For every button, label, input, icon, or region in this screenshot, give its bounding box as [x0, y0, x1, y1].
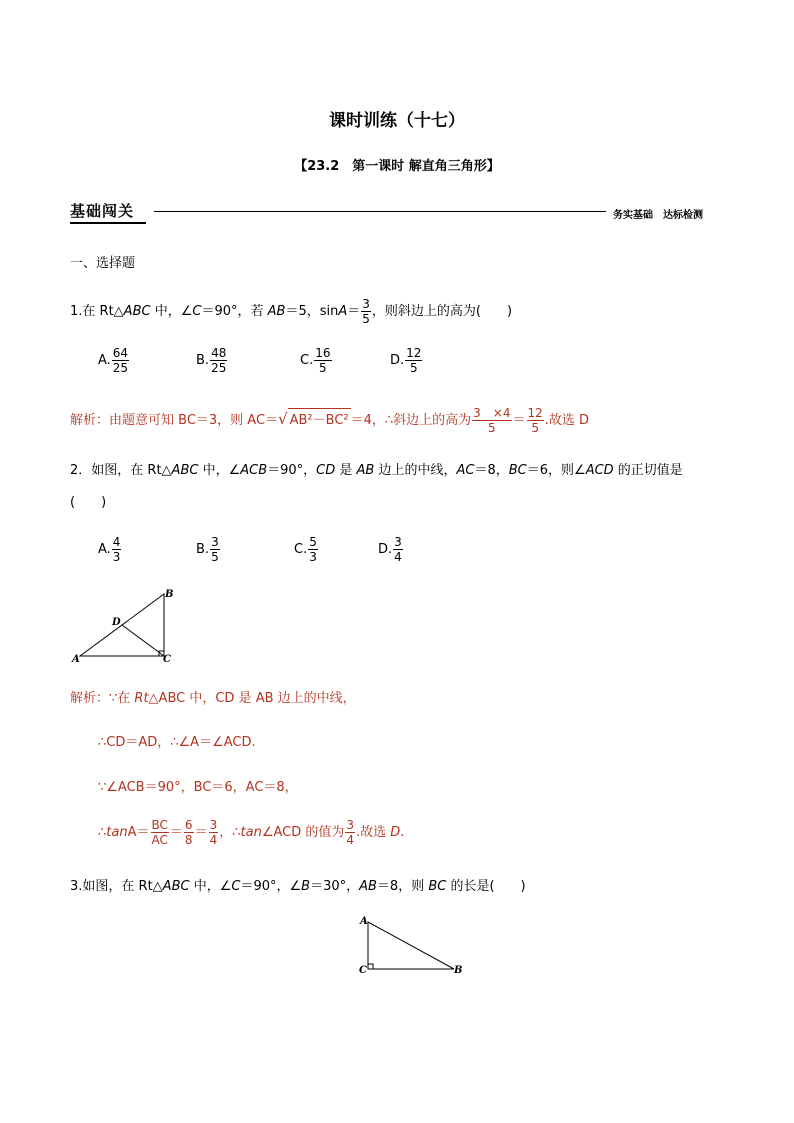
section-heading: 一、选择题 — [70, 256, 136, 271]
question-number: 1. — [70, 304, 83, 319]
option-label: D. — [390, 353, 405, 368]
numerator: 6 — [184, 818, 193, 832]
numerator: 3 — [394, 535, 402, 549]
q1-option-d[interactable] — [390, 346, 423, 375]
var: Rt — [134, 691, 149, 706]
question-3 — [70, 875, 526, 894]
denominator: 5 — [319, 361, 327, 375]
option-label: B. — [196, 542, 210, 557]
q2-option-c[interactable] — [294, 535, 319, 564]
q2-triangle-figure — [66, 584, 186, 668]
numerator: 3 — [209, 818, 218, 832]
text: ＝90°，若 — [201, 304, 268, 319]
text: ∴ — [98, 825, 107, 840]
numerator: 3 ×4 — [473, 406, 511, 420]
denominator: 3 — [309, 550, 317, 564]
q1-option-b[interactable] — [196, 346, 228, 375]
numerator: 48 — [211, 346, 227, 360]
text: 的长是( ) — [446, 879, 526, 894]
var: BC — [508, 463, 527, 478]
text: ＝90°， — [267, 463, 317, 478]
sqrt-radicand: AB²－BC² — [288, 408, 351, 428]
denominator: 5 — [362, 312, 370, 326]
text: 如图，在 Rt△ — [82, 879, 163, 894]
option-label: D. — [378, 542, 393, 557]
text: ＝ — [512, 413, 526, 428]
option-label: A. — [98, 353, 111, 368]
label-b: B — [165, 589, 174, 600]
fraction — [151, 818, 169, 847]
numerator: 4 — [112, 535, 121, 549]
text: ＝30°， — [310, 879, 360, 894]
section-banner-label: 基础闯关 — [70, 202, 135, 220]
var: ABC — [171, 463, 199, 478]
fraction — [112, 535, 122, 564]
q2-option-d[interactable] — [378, 535, 404, 564]
fraction — [209, 818, 219, 847]
denominator: 8 — [184, 833, 193, 847]
option-label: B. — [196, 353, 210, 368]
var: C — [192, 304, 202, 319]
var: CD — [316, 463, 336, 478]
text: △ABC 中，CD 是 AB 边上的中线， — [148, 691, 356, 706]
text: ＝ — [169, 825, 183, 840]
page-subtitle: 【23.2 第一课时 解直角三角形】 — [294, 159, 500, 174]
fraction — [112, 346, 129, 375]
var: B — [301, 879, 311, 894]
text: ＝6，则∠ — [526, 463, 586, 478]
median-cd — [122, 625, 164, 656]
text: ＝5，sin — [285, 304, 339, 319]
numerator: BC — [151, 818, 168, 832]
var: D — [390, 825, 401, 840]
numerator: 3 — [211, 535, 219, 549]
text: ，∴ — [219, 825, 241, 840]
var: ABC — [162, 879, 190, 894]
text: ∠ACD 的值为 — [261, 825, 345, 840]
var: C — [231, 879, 241, 894]
denominator: 5 — [211, 550, 219, 564]
text: .故选 — [356, 825, 391, 840]
numerator: 64 — [112, 346, 129, 360]
text: 的正切值是 — [613, 463, 683, 478]
q2-option-a[interactable] — [98, 535, 122, 564]
denominator: 5 — [409, 361, 418, 375]
text: ＝ — [194, 825, 208, 840]
text: ＝90°，∠ — [240, 879, 302, 894]
var: ACB — [240, 463, 268, 478]
fraction — [361, 297, 371, 326]
numerator: 5 — [309, 535, 317, 549]
label-c: C — [359, 965, 367, 976]
text: ＝8， — [474, 463, 509, 478]
section-banner-tagline: 务实基础 达标检测 — [613, 210, 703, 221]
text: 如图，在 Rt△ — [91, 463, 172, 478]
denominator: 5 — [488, 421, 496, 435]
option-label: A. — [98, 542, 111, 557]
fraction — [393, 535, 403, 564]
numerator: 12 — [406, 346, 422, 360]
var: ACD — [585, 463, 614, 478]
var: AC — [456, 463, 475, 478]
triangle-abc — [368, 922, 454, 969]
numerator: 3 — [346, 818, 354, 832]
fraction — [210, 346, 227, 375]
text: ＝4，∴斜边上的高为 — [350, 413, 472, 428]
text: 中，∠ — [198, 463, 241, 478]
banner-rule — [154, 211, 606, 212]
label-c: C — [163, 654, 171, 665]
numerator: 16 — [315, 346, 331, 360]
page-title: 课时训练（十七） — [329, 111, 465, 131]
q2-solution-line-4 — [98, 818, 404, 847]
label-a: A — [72, 654, 80, 665]
question-2 — [70, 459, 683, 478]
q2-solution-line-1 — [70, 687, 356, 706]
question-2-answer-blank: ( ) — [70, 495, 107, 510]
text: . — [400, 825, 405, 840]
text: 在 Rt△ — [82, 304, 124, 319]
denominator: 5 — [531, 421, 539, 435]
var: AB — [359, 879, 377, 894]
text: A＝ — [127, 825, 150, 840]
var: tan — [106, 825, 128, 840]
var: tan — [240, 825, 262, 840]
text: 解析：∵在 — [70, 691, 135, 706]
var: ABC — [123, 304, 151, 319]
right-angle-mark — [368, 964, 373, 969]
fraction — [314, 346, 331, 375]
label-a: A — [360, 916, 368, 927]
text: .故选 D — [544, 413, 590, 428]
denominator: 25 — [211, 361, 227, 375]
numerator: 12 — [527, 406, 543, 420]
text: 中，∠ — [150, 304, 193, 319]
label-b: B — [454, 965, 463, 976]
denominator: 25 — [112, 361, 129, 375]
q2-solution-line-2: ∴CD＝AD，∴∠A＝∠ACD. — [98, 735, 256, 750]
var: AB — [267, 304, 286, 319]
text: 是 — [335, 463, 357, 478]
denominator: 3 — [112, 550, 121, 564]
fraction — [472, 406, 511, 435]
option-label: C. — [294, 542, 308, 557]
text: ＝8，则 — [376, 879, 429, 894]
var: A — [338, 304, 348, 319]
text: ＝ — [347, 304, 361, 319]
var: AB — [356, 463, 375, 478]
option-label: C. — [300, 353, 314, 368]
q2-solution-line-3: ∵∠ACB＝90°，BC＝6，AC＝8， — [98, 780, 298, 795]
question-number: 2． — [70, 463, 92, 478]
fraction — [405, 346, 422, 375]
var: BC — [428, 879, 447, 894]
denominator: 4 — [209, 833, 218, 847]
question-number: 3. — [70, 879, 83, 894]
denominator: 4 — [346, 833, 354, 847]
q1-solution — [70, 406, 589, 435]
fraction — [345, 818, 355, 847]
q1-option-a[interactable] — [98, 346, 130, 375]
denominator: 4 — [394, 550, 402, 564]
text: 解析：由题意可知 BC＝3，则 AC＝ — [70, 413, 279, 428]
fraction — [308, 535, 318, 564]
question-1 — [70, 297, 512, 326]
fraction — [527, 406, 544, 435]
text: 边上的中线， — [374, 463, 457, 478]
text: ，则斜边上的高为( ) — [371, 304, 513, 319]
q2-option-b[interactable] — [196, 535, 221, 564]
fraction — [210, 535, 220, 564]
sqrt-sign: √ — [278, 410, 288, 428]
label-d: D — [112, 617, 121, 628]
banner-underline — [70, 222, 146, 224]
text: 中，∠ — [189, 879, 232, 894]
denominator: AC — [151, 833, 168, 847]
fraction — [184, 818, 194, 847]
q1-option-c[interactable] — [300, 346, 333, 375]
numerator: 3 — [362, 297, 370, 311]
q3-triangle-figure — [354, 912, 470, 980]
